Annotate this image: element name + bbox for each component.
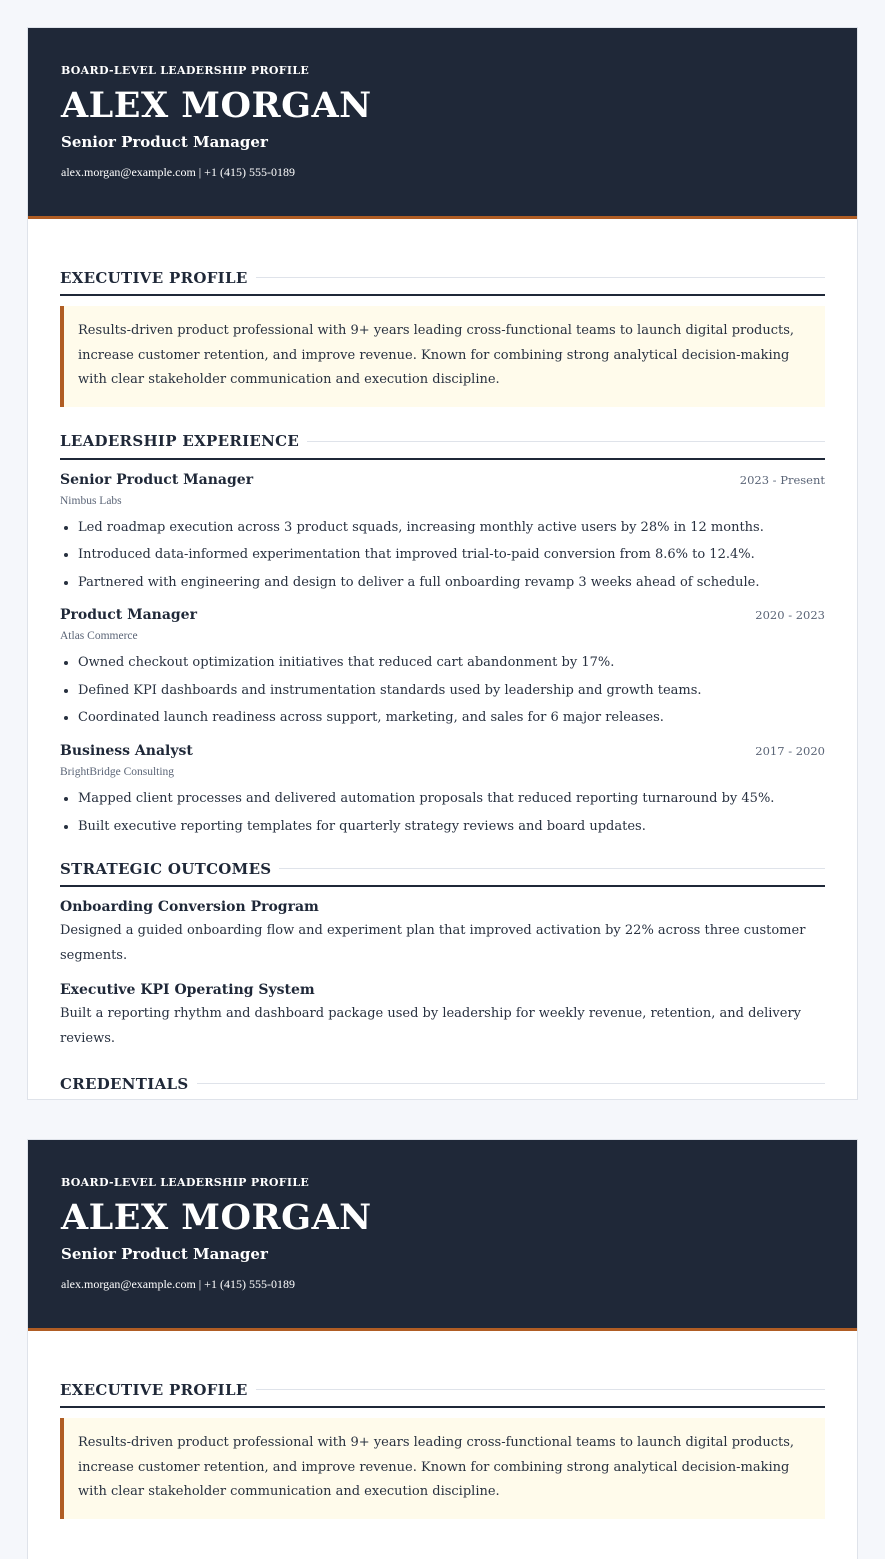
resume-header: [28, 1140, 857, 1331]
executive-summary: Results-driven product professional with 9+ years leading cross-functional teams to launch digital products, increase customer retention, and improve revenue. Known for combining strong analytical decision-making with clear stakeholder communication and execution discipline.: [60, 1418, 825, 1519]
outcome-entry: [60, 980, 825, 1051]
job-dates: 2020 - 2023: [755, 608, 825, 623]
job-bullet: • Mapped client processes and delivered automation proposals that reduced reporting turnaround by 45%.: [78, 785, 825, 813]
job-bullet: • Owned checkout optimization initiatives that reduced cart abandonment by 17%.: [78, 649, 825, 677]
candidate-title: Senior Product Manager: [61, 1245, 268, 1263]
candidate-title: Senior Product Manager: [61, 133, 268, 151]
resume-page-2: [27, 1139, 858, 1559]
resume-body: [28, 219, 857, 1100]
job-company: BrightBridge Consulting: [60, 766, 175, 779]
executive-summary: Results-driven product professional with 9+ years leading cross-functional teams to launch digital products, increase customer retention, and improve revenue. Known for combining strong analytical decision-making with clear stakeholder communication and execution discipline.: [60, 306, 825, 407]
job-dates: 2017 - 2020: [755, 744, 825, 759]
section-label: STRATEGIC OUTCOMES: [60, 859, 272, 878]
job-title: Product Manager: [60, 607, 197, 624]
candidate-name: ALEX MORGAN: [61, 85, 372, 126]
job-bullet: • Coordinated launch readiness across support, marketing, and sales for 6 major releases.: [78, 704, 825, 732]
outcome-title: Executive KPI Operating System: [60, 982, 315, 999]
section-label: CREDENTIALS: [60, 1074, 189, 1093]
header-eyebrow: BOARD-LEVEL LEADERSHIP PROFILE: [61, 1176, 310, 1189]
job-title: Business Analyst: [60, 743, 193, 760]
job-bullets: [60, 785, 825, 840]
job-bullet: • Led roadmap execution across 3 product squads, increasing monthly active users by 28% in 12 months.: [78, 514, 825, 542]
job-entry: [60, 605, 825, 732]
candidate-name: ALEX MORGAN: [61, 1197, 372, 1238]
resume-header: [28, 28, 857, 219]
job-bullet: • Defined KPI dashboards and instrumentation standards used by leadership and growth teams.: [78, 677, 825, 705]
job-bullets: [60, 514, 825, 597]
resume-page-1: [27, 27, 858, 1100]
section-label: LEADERSHIP EXPERIENCE: [60, 432, 300, 450]
outcome-description: Designed a guided onboarding flow and experiment plan that improved activation by 22% across three customer segments.: [60, 923, 806, 963]
job-entry: [60, 470, 825, 597]
section-rule: [279, 868, 825, 869]
section-heading-profile: [60, 267, 825, 296]
job-title: Senior Product Manager: [60, 471, 254, 488]
contact-line: alex.morgan@example.com | +1 (415) 555-0189: [61, 1277, 295, 1291]
outcome-description: Built a reporting rhythm and dashboard package used by leadership for weekly revenue, retention, and delivery reviews.: [60, 1006, 802, 1046]
job-bullet: • Introduced data-informed experimentation that improved trial-to-paid conversion from 8.6% to 12.4%.: [78, 541, 825, 569]
job-company: Atlas Commerce: [60, 630, 138, 643]
contact-line: alex.morgan@example.com | +1 (415) 555-0189: [61, 165, 295, 179]
section-rule: [256, 277, 825, 278]
section-rule: [256, 1389, 825, 1390]
outcome-entry: [60, 897, 825, 968]
job-company: Nimbus Labs: [60, 494, 122, 507]
header-eyebrow: BOARD-LEVEL LEADERSHIP PROFILE: [61, 64, 310, 77]
section-label: EXECUTIVE PROFILE: [60, 1380, 248, 1399]
section-label: EXECUTIVE PROFILE: [60, 268, 248, 287]
resume-body: [28, 1331, 857, 1519]
section-heading-experience: [60, 431, 825, 460]
job-bullet: • Built executive reporting templates for quarterly strategy reviews and board updates.: [78, 813, 825, 841]
job-bullet: • Partnered with engineering and design to deliver a full onboarding revamp 3 weeks ahead of schedule.: [78, 569, 825, 597]
outcome-title: Onboarding Conversion Program: [60, 899, 319, 916]
section-rule: [197, 1083, 826, 1084]
section-heading-profile: [60, 1379, 825, 1408]
section-heading-outcomes: [60, 858, 825, 887]
job-entry: [60, 741, 825, 840]
section-heading-credentials: [60, 1073, 825, 1100]
job-bullets: [60, 649, 825, 732]
section-rule: [307, 441, 825, 442]
job-dates: 2023 - Present: [739, 472, 825, 487]
